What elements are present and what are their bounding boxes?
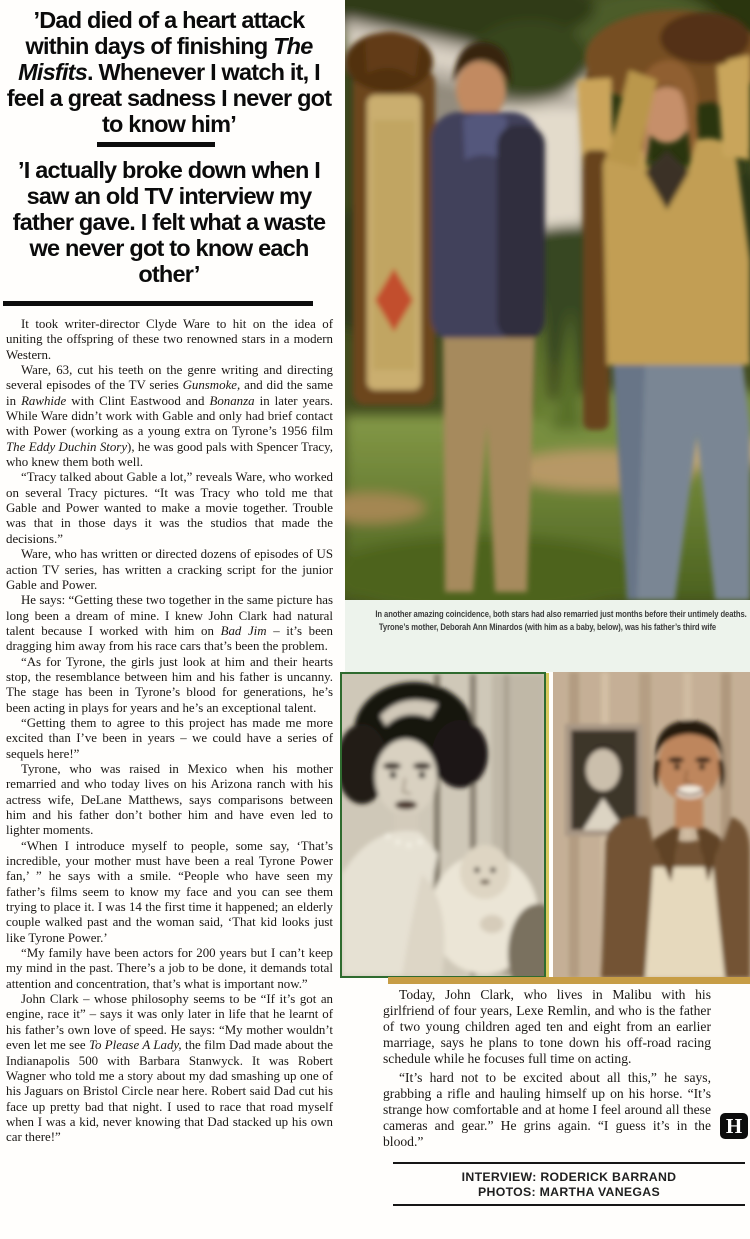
body-paragraph: Ware, 63, cut his teeth on the genre writing and directing several episodes of the TV series Gunsmoke, and did the same in Rawhide with Clint Eastwood and Bonanza in later years. While Ware didn’t work with Gable and only had brief contact with Power (working as a young extra on Tyrone’s 1956 film The Eddy Duchin Story), he was good pals with Spencer Tracy, who knew them both well. (6, 363, 334, 470)
credits-block (393, 1162, 745, 1206)
credit-interview: INTERVIEW: RODERICK BARRAND (461, 1170, 677, 1184)
inset-photo-tyrone-jr (553, 672, 750, 978)
caption-line-2: Tyrone’s mother, Deborah Ann Minardos (with him as a baby, below), was his father’s third wife (378, 622, 717, 632)
portrait-photo-illustration (553, 672, 750, 978)
inset-photo-mother-baby (340, 672, 546, 978)
bw-photo-illustration (342, 674, 544, 976)
body-paragraph: “When I introduce myself to people, some say, ‘That’s incredible, your mother must have been a real Tyrone Power fan,’ ” he says with a smile. “People who have seen my father’s films seem to know my face and you can see them trying to place it. I was 14 the first time it happened; an elderly couple walked past and the woman said, ‘That kid looks just like Tyrone Power.’ (6, 838, 333, 945)
photo-caption (345, 600, 750, 672)
body-paragraph: John Clark – whose philosophy seems to be “If it’s got an engine, race it” – says it was only later in life that he learnt of his father’s own love of speed. He says: “My mother wouldn’t even let me see To Please A Lady, the film Dad made about the Indianapolis 500 with Barbara Stanwyck. It was Robert Wagner who told me a story about my dad smashing up one of his Jaguars on Bristol Circle near here. Robert said Dad cut his face up pretty bad that night. I used to race that road myself when I was a kid, never knowing that Dad stacked up his own car there!” (6, 992, 333, 1145)
section-divider (3, 301, 313, 306)
photo-bottom-rule (388, 977, 750, 984)
magazine-h-logo: H (720, 1113, 748, 1139)
body-paragraph: “Getting them to agree to this project has made me more excited than I’ve been in years – we could have a series of sequels here!” (6, 715, 333, 761)
main-photo (345, 0, 750, 600)
body-paragraph: “It’s hard not to be excited about all this,” he says, grabbing a rifle and hauling himself up on his horse. “It’s strange how comfortable and at home I feel around all these cameras and gear.” He grins again. “I guess it’s in the blood.” (383, 1070, 711, 1149)
article-right-column (383, 987, 748, 1153)
body-paragraph: “As for Tyrone, the girls just look at him and their hearts stop, the resemblance between him and his father is uncanny. The stage has been in Tyrone’s blood for generations, he’s been acting in plays for years and he’s an exceptional talent. (6, 654, 333, 715)
body-paragraph: “My family have been actors for 200 years but I can’t keep my mind in the past. There’s a job to be done, it demands total attention and concentration, that’s what is important now.” (6, 946, 333, 991)
body-paragraph: He says: “Getting these two together in the same picture has long been a dream of mine. I knew John Clark had natural talent because I worked with him on Bad Jim – it’s been dragging him away from his race cars that’s been the problem. (6, 593, 333, 654)
caption-line-1: In another amazing coincidence, both stars had also remarried just months before their untimely deaths. (375, 609, 747, 619)
main-photo-illustration (345, 0, 750, 600)
body-paragraph: It took writer-director Clyde Ware to hit on the idea of uniting the offspring of these two renowned stars in a modern Western. (6, 317, 333, 362)
body-paragraph: Tyrone, who was raised in Mexico when his mother remarried and who today lives on his Arizona ranch with his actress wife, DeLane Matthews, says comparisons between him and his father don’t bother him and have even led to lighter moments. (6, 761, 333, 838)
article-left-column (6, 317, 333, 1146)
body-paragraph: Ware, who has written or directed dozens of episodes of US action TV series, has written a cracking script for the junior Gable and Power. (6, 547, 333, 592)
credit-photos: PHOTOS: MARTHA VANEGAS (478, 1184, 660, 1199)
pull-quote-1: ’Dad died of a heart attack within days of finishing The Misfits. Whenever I watch it, I feel a great sadness I never got to know him’ (6, 7, 332, 137)
right-column-text (383, 987, 748, 1150)
body-paragraph: “Tracy talked about Gable a lot,” reveals Ware, who worked on several Tracy pictures. “It was Tracy who told me that Gable and Power wanted to make a movie together. Trouble was that in those days it was the studios that made the decisions.” (6, 470, 333, 546)
quote-divider (97, 142, 215, 147)
body-paragraph: Today, John Clark, who lives in Malibu with his girlfriend of four years, Lexe Remlin, and who is the father of two young children aged ten and eight from an earlier marriage, says he plans to tone down his off-road racing schedule while he focuses full time on acting. (383, 987, 711, 1066)
pull-quote-2: ’I actually broke down when I saw an old TV interview my father gave. I felt what a waste we never got to know each other’ (12, 157, 326, 287)
